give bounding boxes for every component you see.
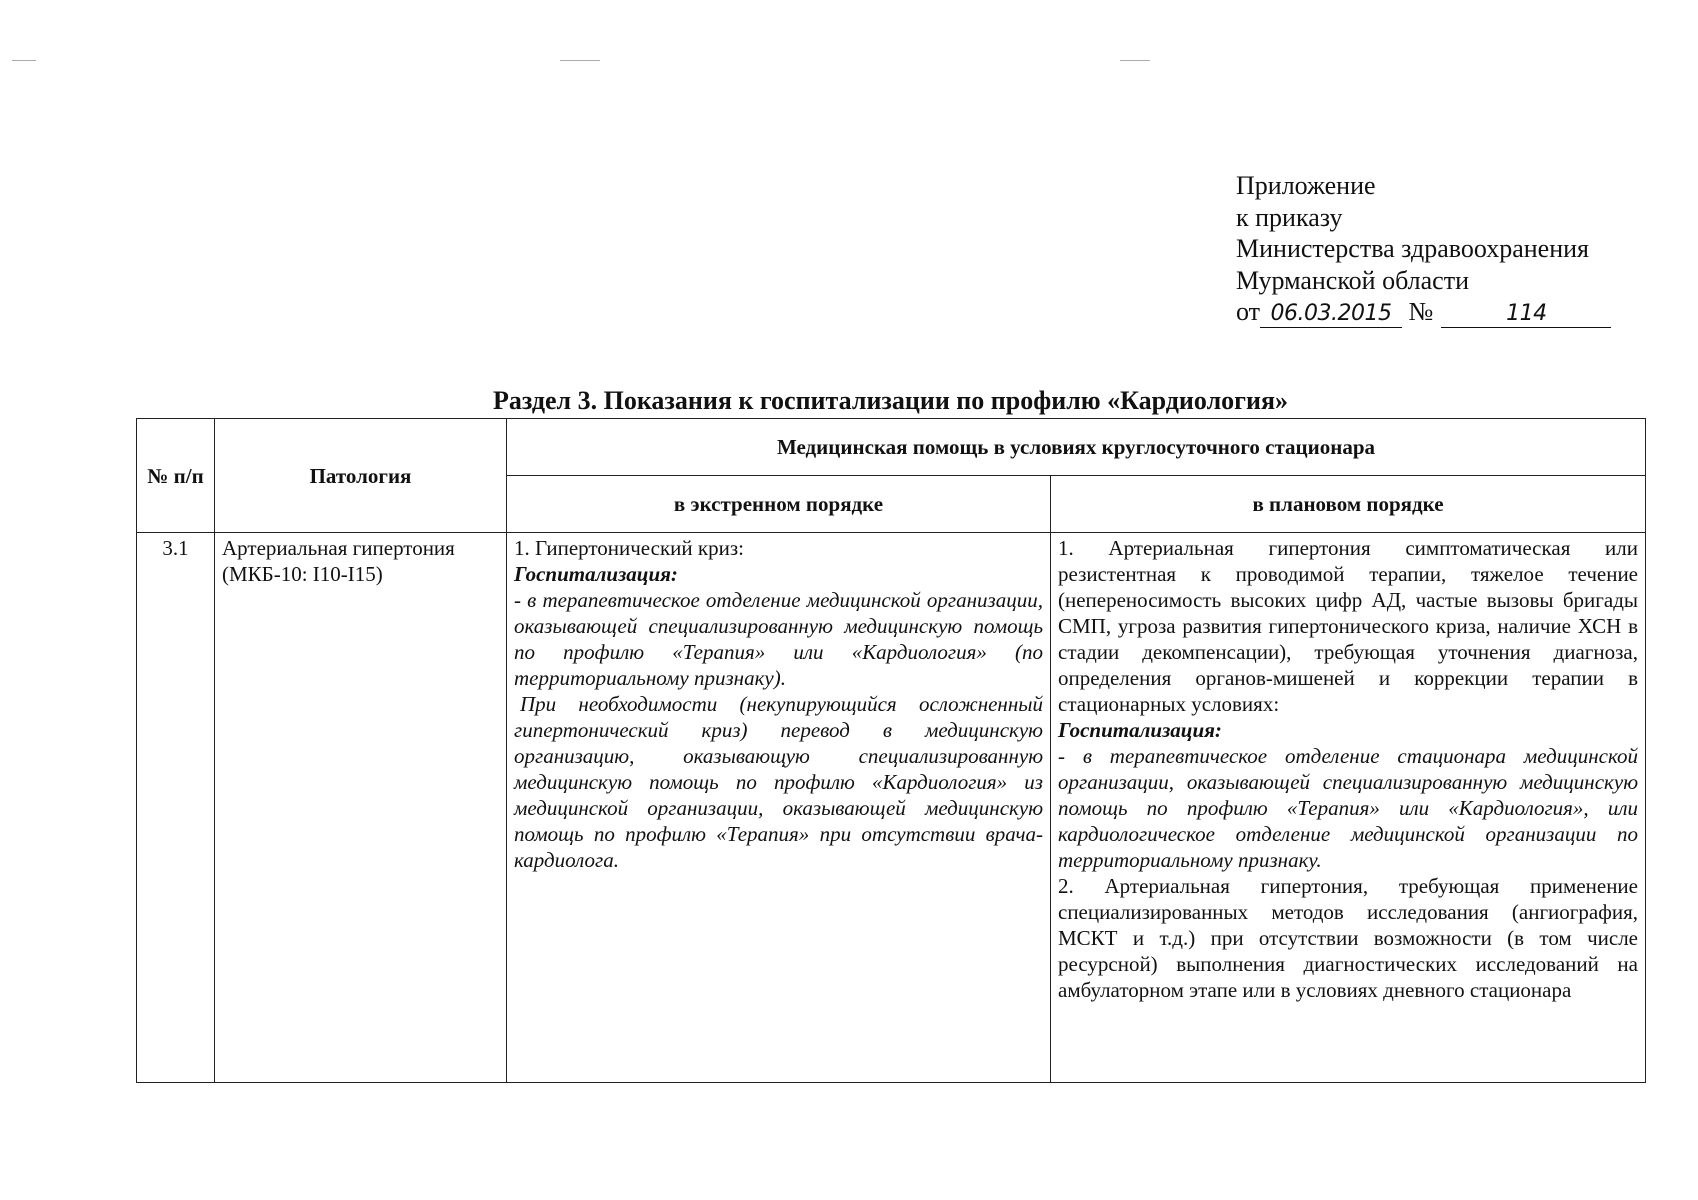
planned-hosp-text: - в терапевтическое отделение стационара медицинской организации, оказывающей специализированную медицинскую помощь по профилю «Терапия» или «Кардиология», или кардиологическое отделение медицинской организации по территориальному признаку. [1058,744,1638,872]
header-planned: в плановом порядке [1051,476,1646,533]
approval-line: к приказу [1236,202,1343,232]
scan-artifact [12,60,36,61]
emergency-hosp-label: Госпитализация: [514,562,678,586]
row-planned-cell [1051,533,1646,1083]
emergency-extra-text: При необходимости (некупирующийся осложненный гипертонический криз) перевод в медицинскую организацию, оказывающую специализированную медицинскую помощь по профилю «Кардиология» из медицинской организации, оказывающей медицинскую помощь по профилю «Терапия» при отсутствии врача-кардиолога. [514,692,1043,872]
row-pathology: Артериальная гипертония (МКБ-10: I10-I15) [215,533,507,1083]
approval-line: Министерства здравоохранения [1236,234,1589,263]
header-num: № п/п [137,419,215,533]
number-label: № [1408,297,1434,326]
planned-hosp-label: Госпитализация: [1058,718,1222,742]
scan-artifact [1120,60,1150,61]
section-title: Раздел 3. Показания к госпитализации по профилю «Кардиология» [492,386,1289,415]
date-prefix: от [1236,297,1261,326]
row-number: 3.1 [137,533,215,1083]
hospitalization-table [136,418,1646,1083]
header-pathology: Патология [215,419,507,533]
approval-line: Приложение [1236,171,1376,200]
header-row [137,419,1646,476]
handwritten-number: 114 [1441,301,1611,328]
approval-date-line [1236,296,1611,328]
emergency-hosp-text: - в терапевтическое отделение медицинской организации, оказывающей специализированную медицинскую помощь по профилю «Терапия» или «Кардиология» (по территориальному признаку). [514,588,1043,690]
scan-artifact [560,60,600,61]
header-care-group: Медицинская помощь в условиях круглосуточного стационара [507,419,1646,476]
approval-block [1236,170,1611,328]
table-row [137,533,1646,1083]
row-emergency-cell [507,533,1051,1083]
emergency-item: 1. Гипертонический криз: [514,536,744,560]
header-emergency: в экстренном порядке [507,476,1051,533]
handwritten-date: 06.03.2015 [1260,301,1402,328]
planned-item-1: 1. Артериальная гипертония симптоматическая или резистентная к проводимой терапии, тяжелое течение (непереносимость высоких цифр АД, частые вызовы бригады СМП, угроза развития гипертонического криза, наличие ХСН в стадии декомпенсации), требующая уточнения диагноза, определения органов-мишеней и коррекции терапии в стационарных условиях: [1058,536,1638,716]
approval-line: Мурманской области [1236,265,1469,295]
planned-item-2: 2. Артериальная гипертония, требующая применение специализированных методов исследования (ангиография, МСКТ и т.д.) при отсутствии возможности (в том числе ресурсной) выполнения диагностических исследований на амбулаторном этапе или в условиях дневного стационара [1058,874,1638,1002]
